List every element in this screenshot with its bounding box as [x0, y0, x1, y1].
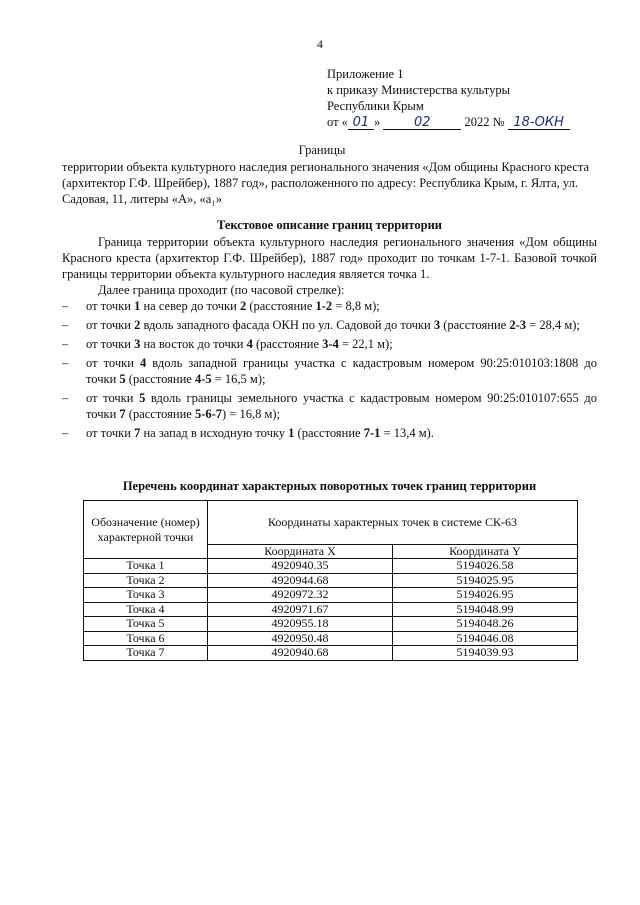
- cell-y: 5194046.08: [393, 631, 578, 646]
- date-mid: »: [373, 115, 381, 129]
- col-y-header: Координата Y: [393, 545, 578, 559]
- cell-x: 4920971.67: [208, 602, 393, 617]
- cell-x: 4920972.32: [208, 588, 393, 603]
- table-row: [84, 617, 578, 632]
- section-title: Текстовое описание границ территории: [216, 218, 443, 232]
- cell-y: 5194048.26: [393, 617, 578, 632]
- date-day: 01: [348, 116, 374, 130]
- page-number: 4: [317, 37, 323, 51]
- date-year: 2022 №: [464, 115, 505, 129]
- coordinates-table: [83, 500, 578, 661]
- cell-y: 5194048.99: [393, 602, 578, 617]
- boundary-list: [62, 298, 597, 444]
- table-row: [84, 631, 578, 646]
- cell-y: 5194026.95: [393, 588, 578, 603]
- cell-point: Точка 1: [84, 559, 208, 574]
- order-number: 18-ОКН: [508, 116, 570, 130]
- cell-x: 4920950.48: [208, 631, 393, 646]
- appendix-block: [327, 66, 570, 130]
- cell-point: Точка 2: [84, 573, 208, 588]
- cell-point: Точка 4: [84, 602, 208, 617]
- list-dash: –: [62, 356, 69, 370]
- list-item: – от точки 3 на восток до точки 4 (расстояние 3-4 = 22,1 м);: [62, 337, 393, 351]
- table-row: [84, 602, 578, 617]
- coord-group-header: Координаты характерных точек в системе СК-63: [208, 501, 578, 545]
- table-row: [84, 646, 578, 661]
- list-dash: –: [62, 391, 69, 405]
- appendix-date-line: [327, 114, 570, 130]
- table-row: [84, 573, 578, 588]
- document-description: территории объекта культурного наследия регионального значения «Дом общины Красного креста (архитектор Г.Ф. Шрейбер), 1887 год», расположенного по адресу: Республика Крым, г. Ялта, ул. Садовая, 11, литеры «А», «а₁»: [62, 160, 590, 206]
- list-dash: –: [62, 299, 69, 313]
- date-month: 02: [383, 116, 461, 130]
- cell-x: 4920940.68: [208, 646, 393, 661]
- list-dash: –: [62, 318, 69, 332]
- cell-y: 5194026.58: [393, 559, 578, 574]
- cell-point: Точка 5: [84, 617, 208, 632]
- list-item: – от точки 1 на север до точки 2 (расстояние 1-2 = 8,8 м);: [62, 299, 380, 313]
- section-paragraph-2: Далее граница проходит (по часовой стрелке):: [98, 283, 345, 297]
- list-item: – от точки 4 вдоль западной границы участка с кадастровым номером 90:25:010103:1808 до точки 5 (расстояние 4-5 = 16,5 м);: [62, 356, 597, 386]
- section-paragraph-1: Граница территории объекта культурного наследия регионального значения «Дом общины Красного креста (архитектор Г.Ф. Шрейбер), 1887 год» проходит по точкам 1-7-1. Базовой точкой границы территории объекта культурного наследия является точка 1.: [62, 235, 597, 281]
- list-item: – от точки 5 вдоль границы земельного участка с кадастровым номером 90:25:010107:655 до точки 7 (расстояние 5-6-7) = 16,8 м);: [62, 391, 598, 421]
- table-row: [84, 559, 578, 574]
- list-dash: –: [62, 426, 69, 440]
- table-row: [84, 588, 578, 603]
- appendix-line-3: Республики Крым: [327, 99, 424, 113]
- list-item: – от точки 2 вдоль западного фасада ОКН по ул. Садовой до точки 3 (расстояние 2-3 = 28,4 м);: [62, 318, 580, 332]
- document-title: Границы: [298, 143, 346, 157]
- cell-y: 5194039.93: [393, 646, 578, 661]
- date-prefix: от «: [327, 115, 348, 129]
- cell-point: Точка 3: [84, 588, 208, 603]
- cell-point: Точка 6: [84, 631, 208, 646]
- cell-point: Точка 7: [84, 646, 208, 661]
- appendix-line-1: Приложение 1: [327, 67, 404, 81]
- list-item: – от точки 7 на запад в исходную точку 1 (расстояние 7-1 = 13,4 м).: [62, 426, 434, 440]
- col-point-header: Обозначение (номер) характерной точки: [84, 501, 208, 559]
- cell-x: 4920940.35: [208, 559, 393, 574]
- table-title: Перечень координат характерных поворотных точек границ территории: [122, 479, 537, 493]
- appendix-line-2: к приказу Министерства культуры: [327, 83, 510, 97]
- list-dash: –: [62, 337, 69, 351]
- col-x-header: Координата X: [208, 545, 393, 559]
- cell-y: 5194025.95: [393, 573, 578, 588]
- cell-x: 4920944.68: [208, 573, 393, 588]
- cell-x: 4920955.18: [208, 617, 393, 632]
